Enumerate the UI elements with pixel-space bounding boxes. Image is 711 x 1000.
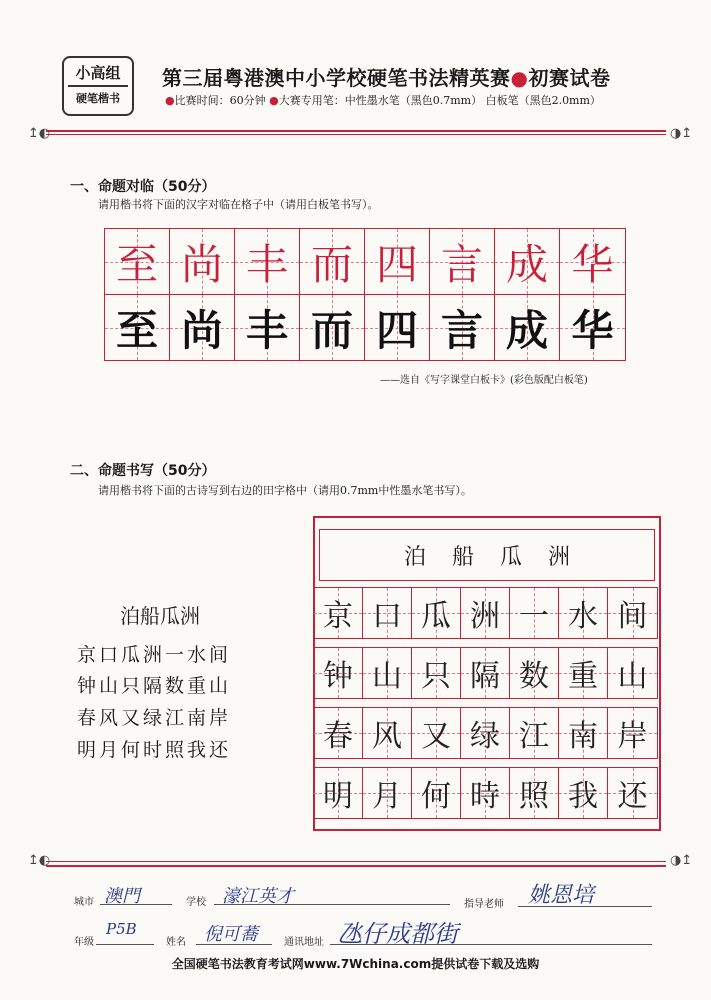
name-value: 倪可蕎 — [204, 924, 258, 945]
written-char: 明 — [314, 768, 363, 818]
header-rule-thin — [46, 134, 666, 135]
teacher-underline — [518, 906, 652, 907]
written-char: 绿 — [461, 708, 510, 758]
badge-style: 硬笔楷书 — [76, 92, 120, 105]
written-row — [313, 647, 658, 699]
written-char: 重 — [559, 648, 608, 698]
written-title-box — [319, 529, 655, 581]
school-value: 濠江英才 — [222, 886, 294, 907]
model-cell: 至 — [105, 229, 170, 294]
exam-time: 比赛时间：60分钟 — [174, 94, 266, 107]
written-title: 泊船瓜洲 — [403, 544, 596, 570]
written-char: 洲 — [461, 588, 510, 638]
written-cell: 华 — [560, 295, 625, 360]
poem-line: 京口瓜洲一水间 — [77, 644, 232, 666]
written-char: 岸 — [608, 708, 657, 758]
written-cell: 至 — [105, 295, 170, 360]
written-grid — [104, 294, 626, 361]
address-underline — [330, 944, 652, 945]
poem-title: 泊船瓜洲 — [120, 604, 200, 628]
written-char: 只 — [412, 648, 461, 698]
written-char: 隔 — [461, 648, 510, 698]
written-char: 月 — [363, 768, 412, 818]
title-dot: ● — [510, 66, 529, 90]
poem-line: 钟山只隔数重山 — [77, 675, 232, 697]
written-char: 京 — [314, 588, 363, 638]
poem-line: 明月何时照我还 — [77, 739, 232, 761]
name-underline — [196, 944, 272, 945]
city-underline — [100, 904, 172, 905]
page-title — [162, 62, 610, 91]
written-cell: 言 — [430, 295, 495, 360]
written-row — [313, 707, 658, 759]
written-char: 何 — [412, 768, 461, 818]
header-rule — [46, 130, 666, 132]
model-cell: 华 — [560, 229, 625, 294]
name-label: 姓名 — [166, 937, 186, 948]
written-char: 口 — [363, 588, 412, 638]
written-row — [313, 587, 658, 639]
written-char: 照 — [510, 768, 559, 818]
model-cell: 尚 — [170, 229, 235, 294]
footer-text: 全国硬笔书法教育考试网www.7Wchina.com提供试卷下载及选购 — [171, 957, 540, 971]
written-char: 一 — [510, 588, 559, 638]
written-cell: 成 — [495, 295, 560, 360]
written-row — [313, 767, 658, 819]
grade-underline — [96, 944, 154, 945]
written-char: 间 — [608, 588, 657, 638]
title-main: 第三届粤港澳中小学校硬笔书法精英赛 — [162, 66, 511, 90]
written-char: 钟 — [314, 648, 363, 698]
info-dot-2: ● — [269, 94, 279, 107]
written-char: 山 — [608, 648, 657, 698]
grade-value: P5B — [106, 920, 137, 938]
address-label: 通讯地址 — [284, 937, 324, 948]
ornament-right-icon: ◑↥ — [670, 126, 693, 141]
model-cell: 丰 — [235, 229, 300, 294]
school-label: 学校 — [186, 897, 206, 908]
source-credit: ——选自《写字课堂白板卡》(彩色版配白板笔) — [380, 375, 588, 386]
footer-rule-thin — [46, 861, 666, 862]
written-char: 江 — [510, 708, 559, 758]
ornament-bottom-left-icon: ↥◐ — [28, 853, 51, 868]
written-char: 还 — [608, 768, 657, 818]
info-dot-1: ● — [165, 94, 175, 107]
written-char: 我 — [559, 768, 608, 818]
written-cell: 而 — [300, 295, 365, 360]
written-cell: 四 — [365, 295, 430, 360]
section2-instruction: 请用楷书将下面的古诗写到右边的田字格中（请用0.7mm中性墨水笔书写）。 — [98, 484, 472, 497]
model-cell: 而 — [300, 229, 365, 294]
section1-instruction: 请用楷书将下面的汉字对临在格子中（请用白板笔书写）。 — [98, 198, 379, 211]
city-label: 城市 — [74, 897, 94, 908]
written-cell: 尚 — [170, 295, 235, 360]
badge-group: 小高组 — [75, 64, 121, 82]
model-cell: 成 — [495, 229, 560, 294]
written-char: 风 — [363, 708, 412, 758]
address-value: 氹仔成都街 — [338, 920, 458, 948]
teacher-label: 指导老师 — [464, 899, 504, 910]
group-badge — [62, 56, 134, 116]
ornament-bottom-right-icon: ◑↥ — [670, 853, 693, 868]
exam-info — [165, 92, 601, 108]
title-suffix: 初赛试卷 — [528, 66, 611, 90]
model-cell: 四 — [365, 229, 430, 294]
poem-line: 春风又绿江南岸 — [77, 707, 232, 729]
written-char: 春 — [314, 708, 363, 758]
section1-heading: 一、命题对临（50分） — [70, 179, 216, 195]
exam-pens: 大赛专用笔：中性墨水笔（黑色0.7mm） 白板笔（黑色2.0mm） — [278, 94, 601, 107]
written-cell: 丰 — [235, 295, 300, 360]
badge-divider — [68, 85, 128, 87]
grade-label: 年级 — [74, 937, 94, 948]
teacher-value: 姚恩培 — [528, 883, 595, 908]
written-char: 山 — [363, 648, 412, 698]
ornament-left-icon: ↥◐ — [28, 126, 51, 141]
section2-heading: 二、命题书写（50分） — [70, 463, 216, 479]
written-char: 数 — [510, 648, 559, 698]
model-cell: 言 — [430, 229, 495, 294]
written-char: 南 — [559, 708, 608, 758]
written-char: 又 — [412, 708, 461, 758]
footer-rule — [46, 865, 666, 867]
school-underline — [214, 904, 450, 905]
written-char: 瓜 — [412, 588, 461, 638]
written-char: 水 — [559, 588, 608, 638]
written-char: 時 — [461, 768, 510, 818]
city-value: 澳門 — [104, 886, 140, 907]
model-grid — [104, 228, 626, 295]
